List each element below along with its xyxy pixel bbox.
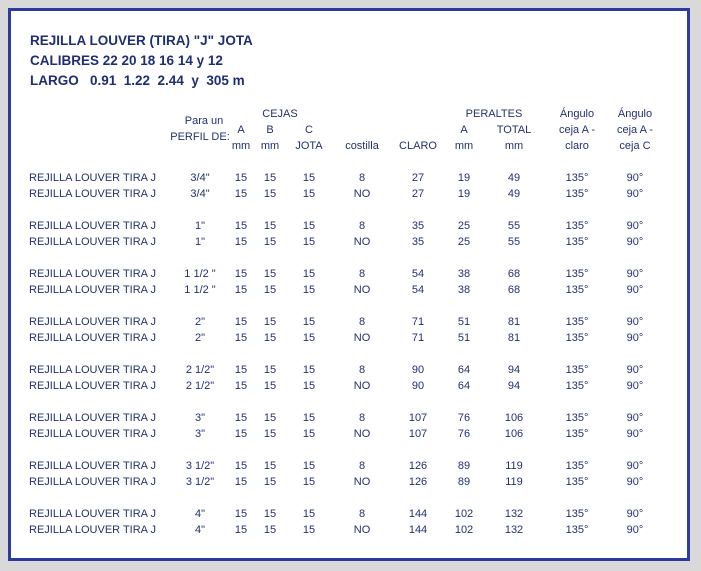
cell-ang-a: 135° [565,172,589,184]
cell-costilla: 8 [358,268,366,280]
cell-a: 15 [234,460,248,472]
cell-b: 15 [263,172,277,184]
cell-name: REJILLA LOUVER TIRA J [29,316,156,328]
cell-ang-c: 90° [626,412,644,424]
cell-ang-c: 90° [626,380,644,392]
cell-costilla: 8 [358,364,366,376]
cell-claro: 54 [411,268,425,280]
cell-perfil: 3 1/2" [185,476,215,488]
cell-total: 132 [504,524,524,536]
cell-ang-c: 90° [626,476,644,488]
header-claro: CLARO [399,140,437,152]
cell-costilla: NO [353,188,371,200]
cell-a: 15 [234,284,248,296]
cell-costilla: NO [353,476,371,488]
cell-b: 15 [263,364,277,376]
cell-name: REJILLA LOUVER TIRA J [29,460,156,472]
cell-ang-c: 90° [626,524,644,536]
cell-costilla: 8 [358,508,366,520]
title-line-1: REJILLA LOUVER (TIRA) "J" JOTA [30,33,253,48]
cell-total: 106 [504,412,524,424]
header-angulo-a-1: Ángulo [559,108,595,120]
cell-claro: 126 [408,460,428,472]
cell-c: 15 [302,188,316,200]
cell-total: 68 [507,284,521,296]
cell-name: REJILLA LOUVER TIRA J [29,332,156,344]
cell-a: 15 [234,428,248,440]
header-total: TOTAL [496,124,532,136]
cell-costilla: NO [353,524,371,536]
cell-perfil: 1 1/2 " [184,284,216,296]
cell-a: 15 [234,476,248,488]
cell-c: 15 [302,284,316,296]
header-angulo-a-3: claro [565,140,589,152]
cell-ang-a: 135° [565,524,589,536]
cell-name: REJILLA LOUVER TIRA J [29,364,156,376]
cell-c: 15 [302,332,316,344]
cell-name: REJILLA LOUVER TIRA J [29,412,156,424]
cell-total: 106 [504,428,524,440]
cell-b: 15 [263,412,277,424]
title-line-3: LARGO 0.91 1.22 2.44 y 305 m [30,73,245,88]
cell-ang-c: 90° [626,332,644,344]
cell-ang-c: 90° [626,460,644,472]
cell-b: 15 [263,428,277,440]
cell-name: REJILLA LOUVER TIRA J [29,284,156,296]
cell-a: 15 [234,220,248,232]
cell-c: 15 [302,412,316,424]
cell-ang-a: 135° [565,364,589,376]
cell-ang-c: 90° [626,364,644,376]
cell-b: 15 [263,460,277,472]
cell-costilla: NO [353,284,371,296]
cell-b: 15 [263,188,277,200]
cell-total: 55 [507,220,521,232]
cell-claro: 126 [408,476,428,488]
cell-ang-a: 135° [565,508,589,520]
cell-c: 15 [302,460,316,472]
cell-c: 15 [302,428,316,440]
cell-perfil: 3/4" [190,172,210,184]
cell-name: REJILLA LOUVER TIRA J [29,428,156,440]
cell-total: 68 [507,268,521,280]
header-c: C [305,124,313,136]
header-para-un: Para un [184,115,224,127]
cell-costilla: 8 [358,316,366,328]
header-b: B [266,124,274,136]
cell-ang-c: 90° [626,188,644,200]
cell-per-a: 76 [457,428,471,440]
cell-a: 15 [234,268,248,280]
cell-b: 15 [263,332,277,344]
cell-per-a: 19 [457,188,471,200]
header-a-mm: mm [231,140,251,152]
cell-ang-a: 135° [565,316,589,328]
header-peralte-a: A [460,124,468,136]
cell-c: 15 [302,220,316,232]
cell-total: 49 [507,188,521,200]
cell-claro: 107 [408,412,428,424]
cell-per-a: 102 [454,508,474,520]
cell-ang-c: 90° [626,236,644,248]
cell-costilla: NO [353,428,371,440]
header-angulo-a-2: ceja A - [558,124,596,136]
cell-total: 119 [505,476,523,488]
cell-costilla: NO [353,332,371,344]
cell-b: 15 [263,268,277,280]
cell-perfil: 1 1/2 " [184,268,216,280]
cell-ang-a: 135° [565,428,589,440]
cell-name: REJILLA LOUVER TIRA J [29,172,156,184]
cell-total: 119 [505,460,523,472]
cell-a: 15 [234,316,248,328]
header-peralte-a-mm: mm [454,140,474,152]
cell-costilla: 8 [358,460,366,472]
cell-perfil: 3/4" [190,188,210,200]
cell-a: 15 [234,508,248,520]
header-total-mm: mm [504,140,524,152]
cell-a: 15 [234,172,248,184]
cell-ang-a: 135° [565,220,589,232]
cell-ang-c: 90° [626,220,644,232]
cell-name: REJILLA LOUVER TIRA J [29,476,156,488]
cell-a: 15 [234,380,248,392]
header-peraltes: PERALTES [465,108,523,120]
header-c-jota: JOTA [295,140,323,152]
header-b-mm: mm [260,140,280,152]
cell-claro: 107 [408,428,428,440]
cell-perfil: 2" [194,316,206,328]
cell-name: REJILLA LOUVER TIRA J [29,380,156,392]
cell-per-a: 89 [457,460,471,472]
cell-per-a: 89 [457,476,471,488]
cell-name: REJILLA LOUVER TIRA J [29,524,156,536]
cell-name: REJILLA LOUVER TIRA J [29,236,156,248]
header-angulo-c-1: Ángulo [617,108,653,120]
header-angulo-c-2: ceja A - [616,124,654,136]
cell-per-a: 19 [457,172,471,184]
cell-claro: 35 [411,220,425,232]
cell-ang-c: 90° [626,172,644,184]
cell-total: 81 [507,316,521,328]
header-a: A [237,124,245,136]
cell-ang-c: 90° [626,284,644,296]
cell-perfil: 2 1/2" [185,380,215,392]
cell-ang-a: 135° [565,284,589,296]
cell-per-a: 38 [457,284,471,296]
cell-ang-c: 90° [626,508,644,520]
cell-c: 15 [302,316,316,328]
cell-name: REJILLA LOUVER TIRA J [29,508,156,520]
cell-b: 15 [263,220,277,232]
cell-perfil: 4" [194,524,206,536]
cell-per-a: 64 [457,380,471,392]
cell-perfil: 1" [194,236,206,248]
cell-a: 15 [234,364,248,376]
cell-claro: 27 [411,188,425,200]
cell-costilla: NO [353,236,371,248]
cell-a: 15 [234,188,248,200]
cell-ang-c: 90° [626,268,644,280]
cell-perfil: 2" [194,332,206,344]
cell-claro: 27 [411,172,425,184]
title-line-2: CALIBRES 22 20 18 16 14 y 12 [30,53,223,68]
header-costilla: costilla [345,140,379,152]
cell-ang-a: 135° [565,236,589,248]
cell-a: 15 [234,236,248,248]
cell-costilla: 8 [358,412,366,424]
cell-per-a: 64 [457,364,471,376]
cell-perfil: 3" [194,412,206,424]
cell-b: 15 [263,236,277,248]
cell-ang-a: 135° [565,332,589,344]
cell-ang-c: 90° [626,428,644,440]
cell-ang-a: 135° [565,412,589,424]
cell-per-a: 25 [457,236,471,248]
cell-perfil: 2 1/2" [185,364,215,376]
cell-per-a: 51 [457,332,471,344]
cell-per-a: 76 [457,412,471,424]
cell-costilla: 8 [358,220,366,232]
cell-claro: 35 [411,236,425,248]
header-perfil-de: PERFIL DE: [170,131,230,143]
cell-c: 15 [302,380,316,392]
cell-per-a: 25 [457,220,471,232]
cell-ang-a: 135° [565,460,589,472]
cell-ang-c: 90° [626,316,644,328]
cell-total: 81 [507,332,521,344]
cell-per-a: 38 [457,268,471,280]
cell-per-a: 51 [457,316,471,328]
cell-claro: 71 [411,316,425,328]
document-frame [8,8,690,561]
cell-ang-a: 135° [565,268,589,280]
cell-name: REJILLA LOUVER TIRA J [29,268,156,280]
cell-b: 15 [263,524,277,536]
cell-claro: 71 [411,332,425,344]
header-cejas: CEJAS [262,108,298,120]
cell-total: 132 [504,508,524,520]
cell-perfil: 4" [194,508,206,520]
cell-perfil: 3" [194,428,206,440]
cell-claro: 54 [411,284,425,296]
cell-claro: 144 [408,524,428,536]
cell-a: 15 [234,332,248,344]
header-angulo-c-3: ceja C [619,140,651,152]
cell-claro: 144 [408,508,428,520]
cell-c: 15 [302,524,316,536]
cell-total: 94 [507,364,521,376]
cell-c: 15 [302,268,316,280]
cell-ang-a: 135° [565,380,589,392]
cell-b: 15 [263,476,277,488]
cell-b: 15 [263,380,277,392]
cell-c: 15 [302,236,316,248]
cell-c: 15 [302,364,316,376]
cell-perfil: 3 1/2" [185,460,215,472]
cell-b: 15 [263,508,277,520]
cell-name: REJILLA LOUVER TIRA J [29,220,156,232]
cell-c: 15 [302,476,316,488]
cell-total: 94 [507,380,521,392]
cell-ang-a: 135° [565,476,589,488]
cell-a: 15 [234,524,248,536]
cell-per-a: 102 [454,524,474,536]
cell-costilla: NO [353,380,371,392]
cell-a: 15 [234,412,248,424]
cell-total: 49 [507,172,521,184]
cell-ang-a: 135° [565,188,589,200]
cell-name: REJILLA LOUVER TIRA J [29,188,156,200]
cell-costilla: 8 [358,172,366,184]
cell-c: 15 [302,508,316,520]
cell-perfil: 1" [194,220,206,232]
cell-c: 15 [302,172,316,184]
cell-claro: 90 [411,364,425,376]
cell-b: 15 [263,284,277,296]
cell-total: 55 [507,236,521,248]
cell-claro: 90 [411,380,425,392]
cell-b: 15 [263,316,277,328]
